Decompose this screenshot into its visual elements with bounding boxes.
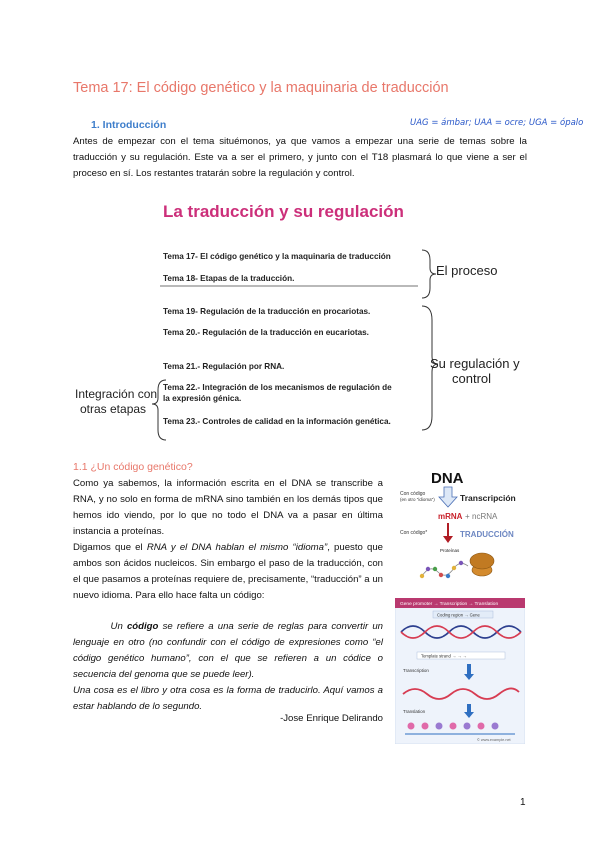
aa-bead xyxy=(446,574,450,578)
product-bead xyxy=(450,723,457,730)
illustration-transcription: Transcription xyxy=(403,668,429,673)
product-bead xyxy=(464,723,471,730)
aa-bead xyxy=(439,573,443,577)
figure-item-tema20: Tema 20.- Regulación de la traducción en eucariotas. xyxy=(163,328,369,337)
diagram-left-label-2: (en otro "idioma") xyxy=(400,497,435,502)
figure-item-tema17: Tema 17- El código genético y la maquinaria de traducción xyxy=(163,252,391,261)
figure-item-tema22-cont: la expresión génica. xyxy=(163,394,242,403)
aa-bead xyxy=(433,567,437,571)
bracket-proceso xyxy=(422,250,436,298)
page-number: 1 xyxy=(520,797,526,808)
figure-item-tema21: Tema 21.- Regulación por RNA. xyxy=(163,362,285,371)
illustration-header: Gene promoter → Transcription → Translation xyxy=(400,602,499,607)
diagram-plus: + xyxy=(465,512,470,521)
figure-title: La traducción y su regulación xyxy=(163,202,404,221)
figure-brackets xyxy=(150,240,440,445)
illustration-coding: Coding region → Gene xyxy=(437,612,480,618)
codon-note: UAG = ámbar; UAA = ocre; UGA = ópalo xyxy=(410,118,584,128)
quote-c: se refiere a una serie de reglas para convertir un lenguaje en otro (no confundir con el código de expresiones como “el código genético humano”, con el que se refieren a un códice o secuencia del genoma que se puede leer). xyxy=(73,621,383,680)
aa-bead xyxy=(452,566,456,570)
dna-flow-diagram xyxy=(398,464,528,592)
translation-arrow-head xyxy=(443,536,453,543)
page-title: Tema 17: El código genético y la maquinaria de traducción xyxy=(73,80,449,96)
diagram-traduccion: TRADUCCIÓN xyxy=(460,530,514,539)
paragraph-dna-transcripcion: Como ya sabemos, la información escrita en el DNA se transcribe a RNA, y no solo en forma de mRNA sino también en los demás tipos que hemos ido viendo, por lo que no todo el DNA va a pasar en última instancia a proteínas. xyxy=(73,478,383,537)
transcription-arrow xyxy=(439,487,457,507)
paragraph-idioma-a: Digamos que el xyxy=(73,542,147,553)
diagram-proteinas: Proteínas xyxy=(440,548,460,553)
product-bead xyxy=(422,723,429,730)
product-bead xyxy=(492,723,499,730)
paragraph-idioma-em: RNA y el DNA hablan el mismo “idioma” xyxy=(146,542,328,553)
figure-item-tema19: Tema 19- Regulación de la traducción en procariotas. xyxy=(163,307,371,316)
paragraph-idioma xyxy=(73,540,383,604)
diagram-left-label-1: Con código xyxy=(400,491,426,497)
illustration-footer: © www.example.net xyxy=(477,738,511,742)
annotation-el-proceso: El proceso xyxy=(436,263,498,278)
gene-expression-illustration xyxy=(395,598,525,744)
quote-codigo: código xyxy=(126,621,159,632)
section-heading-introduccion: 1. Introducción xyxy=(91,119,167,131)
quote-definicion-codigo xyxy=(73,619,383,715)
product-bead xyxy=(408,723,415,730)
aa-bead xyxy=(426,567,430,571)
diagram-transcripcion: Transcripción xyxy=(460,493,516,503)
annotation-integracion: Integración con xyxy=(75,387,158,401)
diagram-ncrna: ncRNA xyxy=(472,512,498,521)
annotation-otras-etapas: otras etapas xyxy=(80,402,147,416)
aa-bead xyxy=(459,561,463,565)
figure-item-tema18: Tema 18- Etapas de la traducción. xyxy=(163,274,295,283)
section-heading-codigo-genetico: 1.1 ¿Un código genético? xyxy=(73,461,193,473)
annotation-control: control xyxy=(452,371,492,386)
diagram-dna-label: DNA xyxy=(431,470,464,487)
paragraph-idioma-b: , puesto que ambos son ácidos nucleicos. Sin embargo el paso de la traducción, con el que pasamos a proteínas requiere de, precisamente, “traducción” a un nuevo idioma. Para ello hace falta un código: xyxy=(73,542,384,601)
quote-d: Una cosa es el libro y otra cosa es la forma de traducirlo. Aquí vamos a estar hablando de lo segundo. xyxy=(73,685,383,712)
illustration-strand: Template strand → → → xyxy=(421,653,467,659)
ribosome-large-subunit xyxy=(470,553,494,569)
product-bead xyxy=(436,723,443,730)
product-bead xyxy=(478,723,485,730)
quote-author: -Jose Enrique Delirando xyxy=(280,713,383,724)
figure-item-tema23: Tema 23.- Controles de calidad en la información genética. xyxy=(163,417,391,426)
quote-a: Un xyxy=(110,621,127,632)
illustration-translation: Translation xyxy=(403,709,426,714)
intro-paragraph: Antes de empezar con el tema situémonos, ya que vamos a empezar una serie de temas sobre la traducción y su regulación. Este va a ser el primero, y junto con el T18 plasmará lo que viene a ser el proceso en sí. Los restantes tratarán sobre la regulación y control. xyxy=(73,136,527,179)
annotation-regulacion: Su regulación y xyxy=(430,356,520,371)
figure-item-tema22: Tema 22.- Integración de los mecanismos de regulación de xyxy=(163,383,392,392)
diagram-left-label-3: Con código* xyxy=(400,530,428,536)
diagram-mrna: mRNA xyxy=(438,512,463,521)
aa-bead xyxy=(420,574,424,578)
